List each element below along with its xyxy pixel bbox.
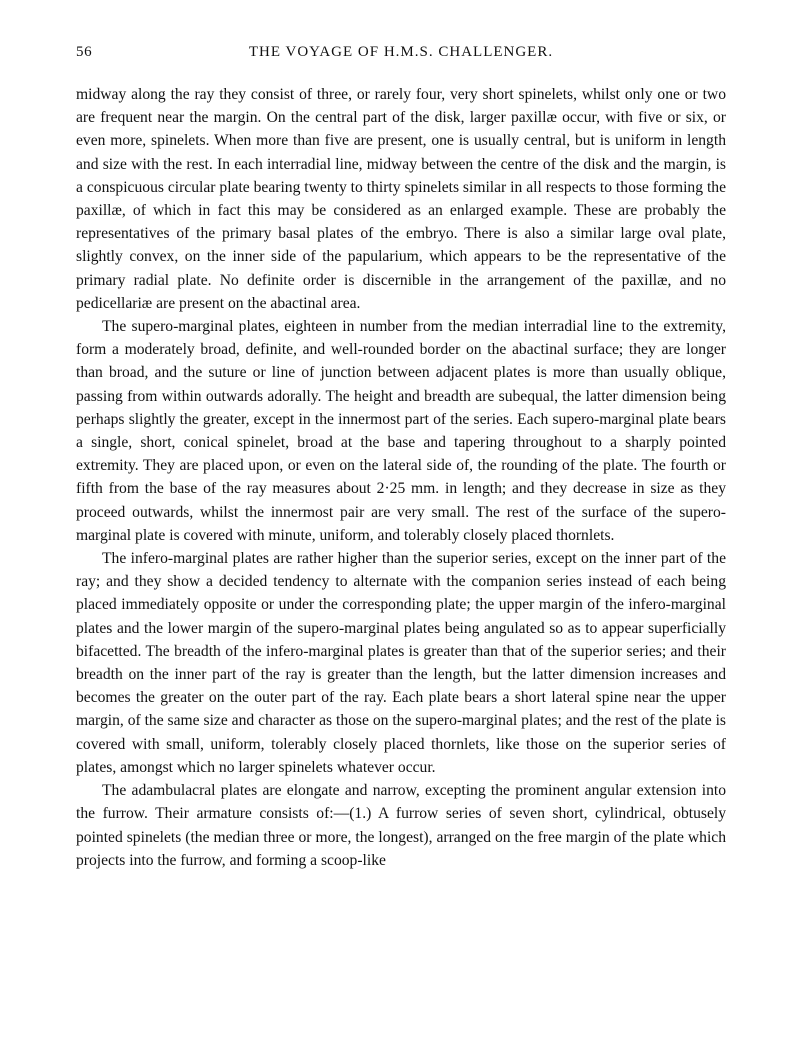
page-header (76, 44, 726, 66)
running-title: THE VOYAGE OF H.M.S. CHALLENGER. (248, 44, 554, 60)
paragraph-infero-marginal-plates: The infero-marginal plates are rather higher than the superior series, except on the inner part of the ray; and they show a decided tendency to alternate with the companion series instead of each being placed immediately opposite or under the corresponding plate; the upper margin of the infero-marginal plates and the lower margin of the supero-marginal plates being angulated so as to appear superficially bifacetted. The breadth of the infero-marginal plates is greater than that of the superior series; and their breadth on the inner part of the ray is greater than the length, but the latter dimension increases and becomes the greater on the outer part of the ray. Each plate bears a short lateral spine near the upper margin, of the same size and character as those on the supero-marginal plates; and the rest of the plate is covered with small, uniform, tolerably closely placed thornlets, like those on the superior series of plates, amongst which no larger spinelets whatever occur. (76, 550, 726, 776)
paragraph-adambulacral-plates: The adambulacral plates are elongate and narrow, excepting the prominent angular extension into the furrow. Their armature consists of:—(1.) A furrow series of seven short, cylindrical, obtusely pointed spinelets (the median three or more, the longest), arranged on the free margin of the plate which projects into the furrow, and forming a scoop-like (76, 782, 726, 869)
paragraph-continuation: midway along the ray they consist of three, or rarely four, very short spinelets, whilst only one or two are frequent near the margin. On the central part of the disk, larger paxillæ occur, with five or six, or even more, spinelets. When more than five are present, one is usually central, but is uniform in length and size with the rest. In each interradial line, midway between the centre of the disk and the margin, is a conspicuous circular plate bearing twenty to thirty spinelets similar in all respects to those forming the paxillæ, of which in fact this may be considered as an enlarged example. These are probably the representatives of the primary basal plates of the embryo. There is also a similar large oval plate, slightly convex, on the inner side of the papularium, which appears to be the representative of the primary radial plate. No definite order is discernible in the arrangement of the paxillæ, and no pedicellariæ are present on the abactinal area. (76, 86, 726, 312)
page-number: 56 (76, 44, 93, 60)
paragraph-supero-marginal-plates: The supero-marginal plates, eighteen in number from the median interradial line to the extremity, form a moderately broad, definite, and well-rounded border on the abactinal surface; they are longer than broad, and the suture or line of junction between adjacent plates is more than usually oblique, passing from within outwards adorally. The height and breadth are subequal, the latter dimension being perhaps slightly the greater, except in the innermost part of the series. Each supero-marginal plate bears a single, short, conical spinelet, broad at the base and tapering throughout to a sharply pointed extremity. They are placed upon, or even on the lateral side of, the rounding of the plate. The fourth or fifth from the base of the ray measures about 2·25 mm. in length; and they decrease in size as they proceed outwards, whilst the innermost pair are very small. The rest of the surface of the supero-marginal plate is covered with minute, uniform, and tolerably closely placed thornlets. (76, 318, 726, 544)
body-text (76, 83, 726, 872)
